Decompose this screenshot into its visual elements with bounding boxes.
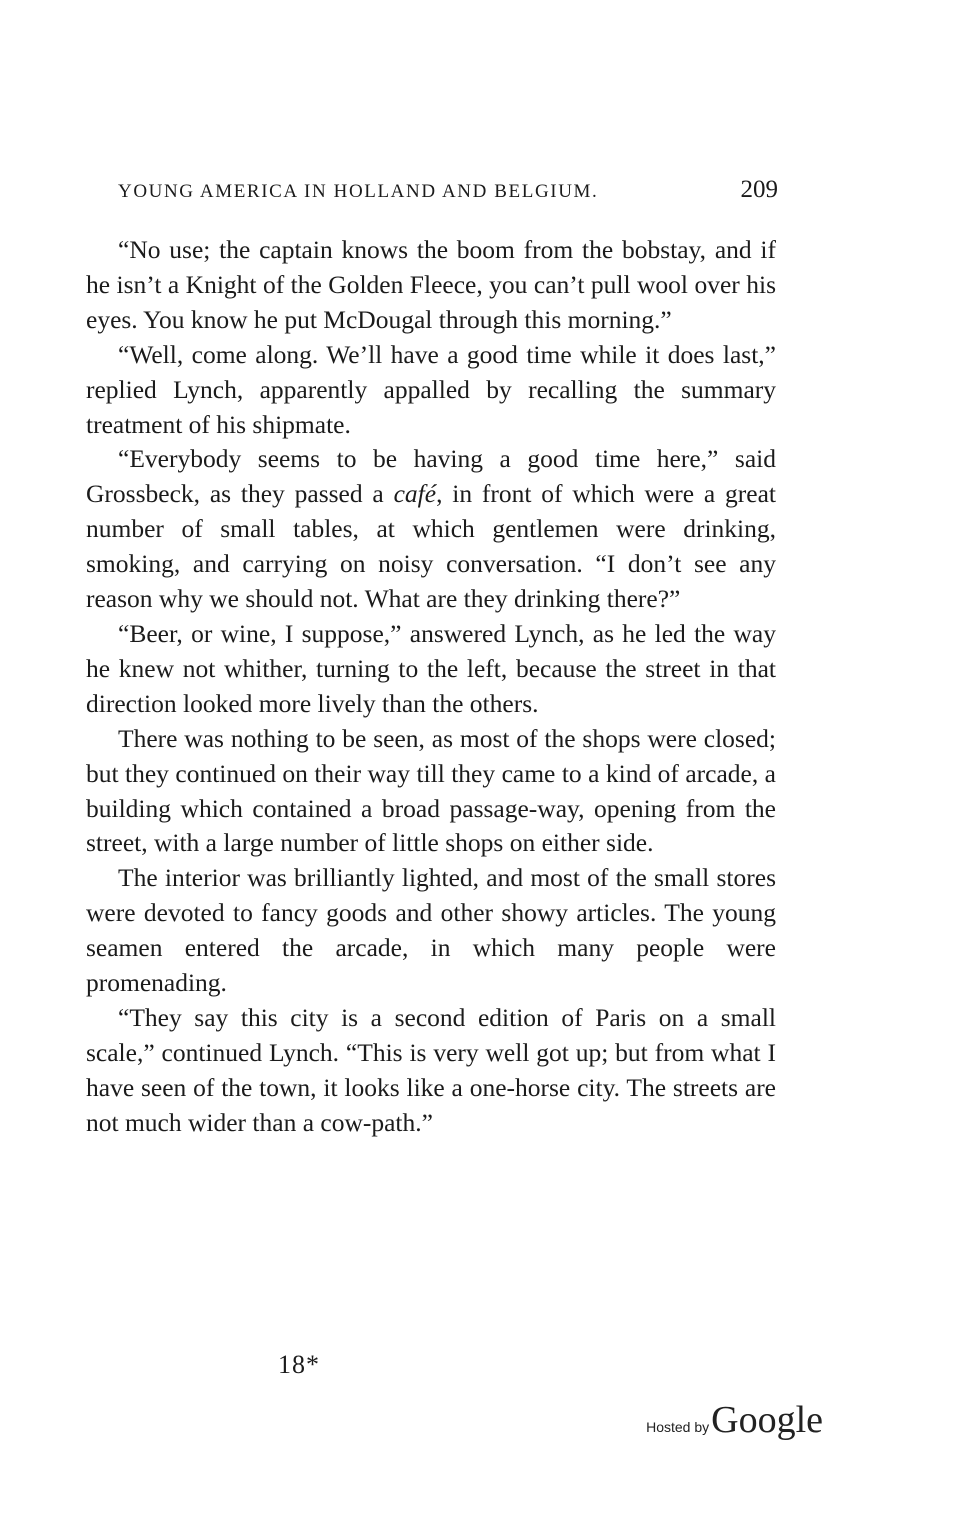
body-text [86, 233, 776, 1141]
paragraph-6: The interior was brilliantly lighted, and most of the small stores were devoted to fancy goods and other showy articles. The young seamen entered the arcade, in which many people were promenading. [86, 863, 776, 998]
paragraph-3-part-1: “Everybody seems to be having a good time here,” said Grossbeck, as they passed a [86, 444, 776, 509]
paragraph-4: “Beer, or wine, I suppose,” answered Lynch, as he led the way he knew not whither, turning to the left, because the street in that direction looked more lively than the others. [86, 618, 776, 718]
paragraph-5: There was nothing to be seen, as most of the shops were closed; but they continued on their way till they came to a kind of arcade, a building which contained a broad passage-way, opening from the street, with a large number of little shops on either side. [86, 723, 776, 858]
signature-mark: 18* [278, 1350, 320, 1379]
paragraph-2: “Well, come along. We’ll have a good time while it does last,” replied Lynch, apparently appalled by recalling the summary treatment of his shipmate. [86, 339, 776, 439]
paragraph-3 [86, 442, 776, 617]
running-title: YOUNG AMERICA IN HOLLAND AND BELGIUM. [118, 181, 599, 202]
hosted-by-watermark [646, 1398, 823, 1442]
google-logo: Google [711, 1399, 823, 1441]
running-head [118, 176, 778, 206]
paragraph-3-part-2: , in front of which were a great number of small tables, at which gentlemen were drinking, smoking, and carrying on noisy conversation. “I don’t see any reason why we should not. What are they drinking there?” [86, 479, 776, 614]
paragraph-1: “No use; the captain knows the boom from the bobstay, and if he isn’t a Knight of the Golden Fleece, you can’t pull wool over his eyes. You know he put McDougal through this morning.” [86, 235, 776, 334]
page-number: 209 [740, 176, 778, 203]
hosted-by-label: Hosted by [646, 1419, 710, 1435]
paragraph-3-italic-word: café [393, 479, 437, 509]
paragraph-7: “They say this city is a second edition of Paris on a small scale,” continued Lynch. “This is very well got up; but from what I have seen of the town, it looks like a one-horse city. The streets are not much wider than a cow-path.” [86, 1002, 776, 1137]
